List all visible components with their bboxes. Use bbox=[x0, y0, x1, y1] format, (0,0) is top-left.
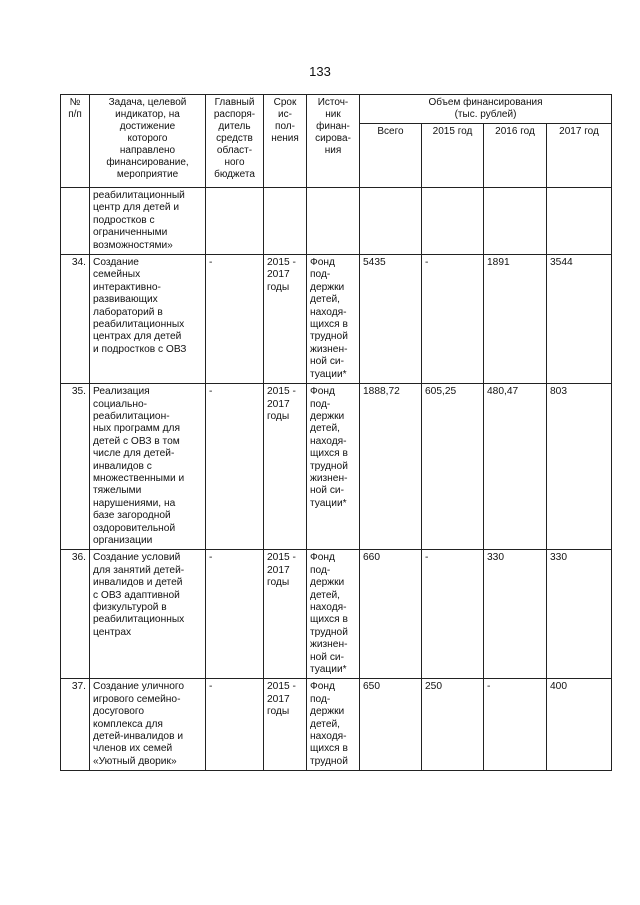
row-2016: 330 bbox=[484, 550, 547, 679]
row-2015: 605,25 bbox=[422, 384, 484, 550]
row-number: 35. bbox=[61, 384, 90, 550]
row-manager: - bbox=[206, 384, 264, 550]
row-2017: 400 bbox=[547, 679, 612, 771]
row-task: Создание семейных интерактивно- развивающих лабораторий в реабилитационных центрах для детей и подростков с ОВЗ bbox=[90, 255, 206, 384]
row-source: Фонд под- держки детей, находя- щихся в трудной жизнен- ной си- туации* bbox=[307, 550, 360, 679]
row-term: 2015 - 2017 годы bbox=[264, 384, 307, 550]
row-manager: - bbox=[206, 255, 264, 384]
row-number: 36. bbox=[61, 550, 90, 679]
row-number: 34. bbox=[61, 255, 90, 384]
row-2016: 1891 bbox=[484, 255, 547, 384]
row-total: 650 bbox=[360, 679, 422, 771]
table-body bbox=[61, 188, 612, 771]
row-term: 2015 - 2017 годы bbox=[264, 255, 307, 384]
row-2017: 803 bbox=[547, 384, 612, 550]
row-2017: 3544 bbox=[547, 255, 612, 384]
row-2017: 330 bbox=[547, 550, 612, 679]
row-2016: - bbox=[484, 679, 547, 771]
row-source: Фонд под- держки детей, находя- щихся в трудной bbox=[307, 679, 360, 771]
row-2015: - bbox=[422, 550, 484, 679]
header-term: Срок ис- пол- нения bbox=[264, 95, 307, 188]
row-2015: 250 bbox=[422, 679, 484, 771]
row-term: 2015 - 2017 годы bbox=[264, 550, 307, 679]
row-term: 2015 - 2017 годы bbox=[264, 679, 307, 771]
row-task: Реализация социально- реабилитацион- ных программ для детей с ОВЗ в том числе для детей- инвалидов с множественными и тяжелыми нарушениями, на базе загородной оздоровительной организации bbox=[90, 384, 206, 550]
financing-table bbox=[60, 94, 612, 771]
header-total: Всего bbox=[360, 124, 422, 188]
row-total: 5435 bbox=[360, 255, 422, 384]
table-row bbox=[61, 679, 612, 771]
header-task: Задача, целевой индикатор, на достижение которого направлено финансирование, мероприятие bbox=[90, 95, 206, 188]
header-num: № п/п bbox=[61, 95, 90, 188]
row-total: 1888,72 bbox=[360, 384, 422, 550]
continuation-task: реабилитационный центр для детей и подростков с ограниченными возможностями» bbox=[90, 188, 206, 255]
header-source: Источ- ник финан- сирова- ния bbox=[307, 95, 360, 188]
page-number: 133 bbox=[309, 64, 331, 79]
table-header bbox=[61, 95, 612, 188]
table-row-continuation bbox=[61, 188, 612, 255]
row-source: Фонд под- держки детей, находя- щихся в трудной жизнен- ной си- туации* bbox=[307, 384, 360, 550]
header-manager: Главный распоря- дитель средств област- ного бюджета bbox=[206, 95, 264, 188]
row-2015: - bbox=[422, 255, 484, 384]
table-row bbox=[61, 255, 612, 384]
row-task: Создание уличного игрового семейно- досугового комплекса для детей-инвалидов и членов их семей «Уютный дворик» bbox=[90, 679, 206, 771]
row-source: Фонд под- держки детей, находя- щихся в трудной жизнен- ной си- туации* bbox=[307, 255, 360, 384]
table-row bbox=[61, 384, 612, 550]
row-2016: 480,47 bbox=[484, 384, 547, 550]
header-2016: 2016 год bbox=[484, 124, 547, 188]
row-manager: - bbox=[206, 550, 264, 679]
header-funding: Объем финансирования (тыс. рублей) bbox=[360, 95, 612, 124]
row-number: 37. bbox=[61, 679, 90, 771]
table-row bbox=[61, 550, 612, 679]
row-task: Создание условий для занятий детей- инвалидов и детей с ОВЗ адаптивной физкультурой в реабилитационных центрах bbox=[90, 550, 206, 679]
row-total: 660 bbox=[360, 550, 422, 679]
row-manager: - bbox=[206, 679, 264, 771]
header-2017: 2017 год bbox=[547, 124, 612, 188]
header-2015: 2015 год bbox=[422, 124, 484, 188]
